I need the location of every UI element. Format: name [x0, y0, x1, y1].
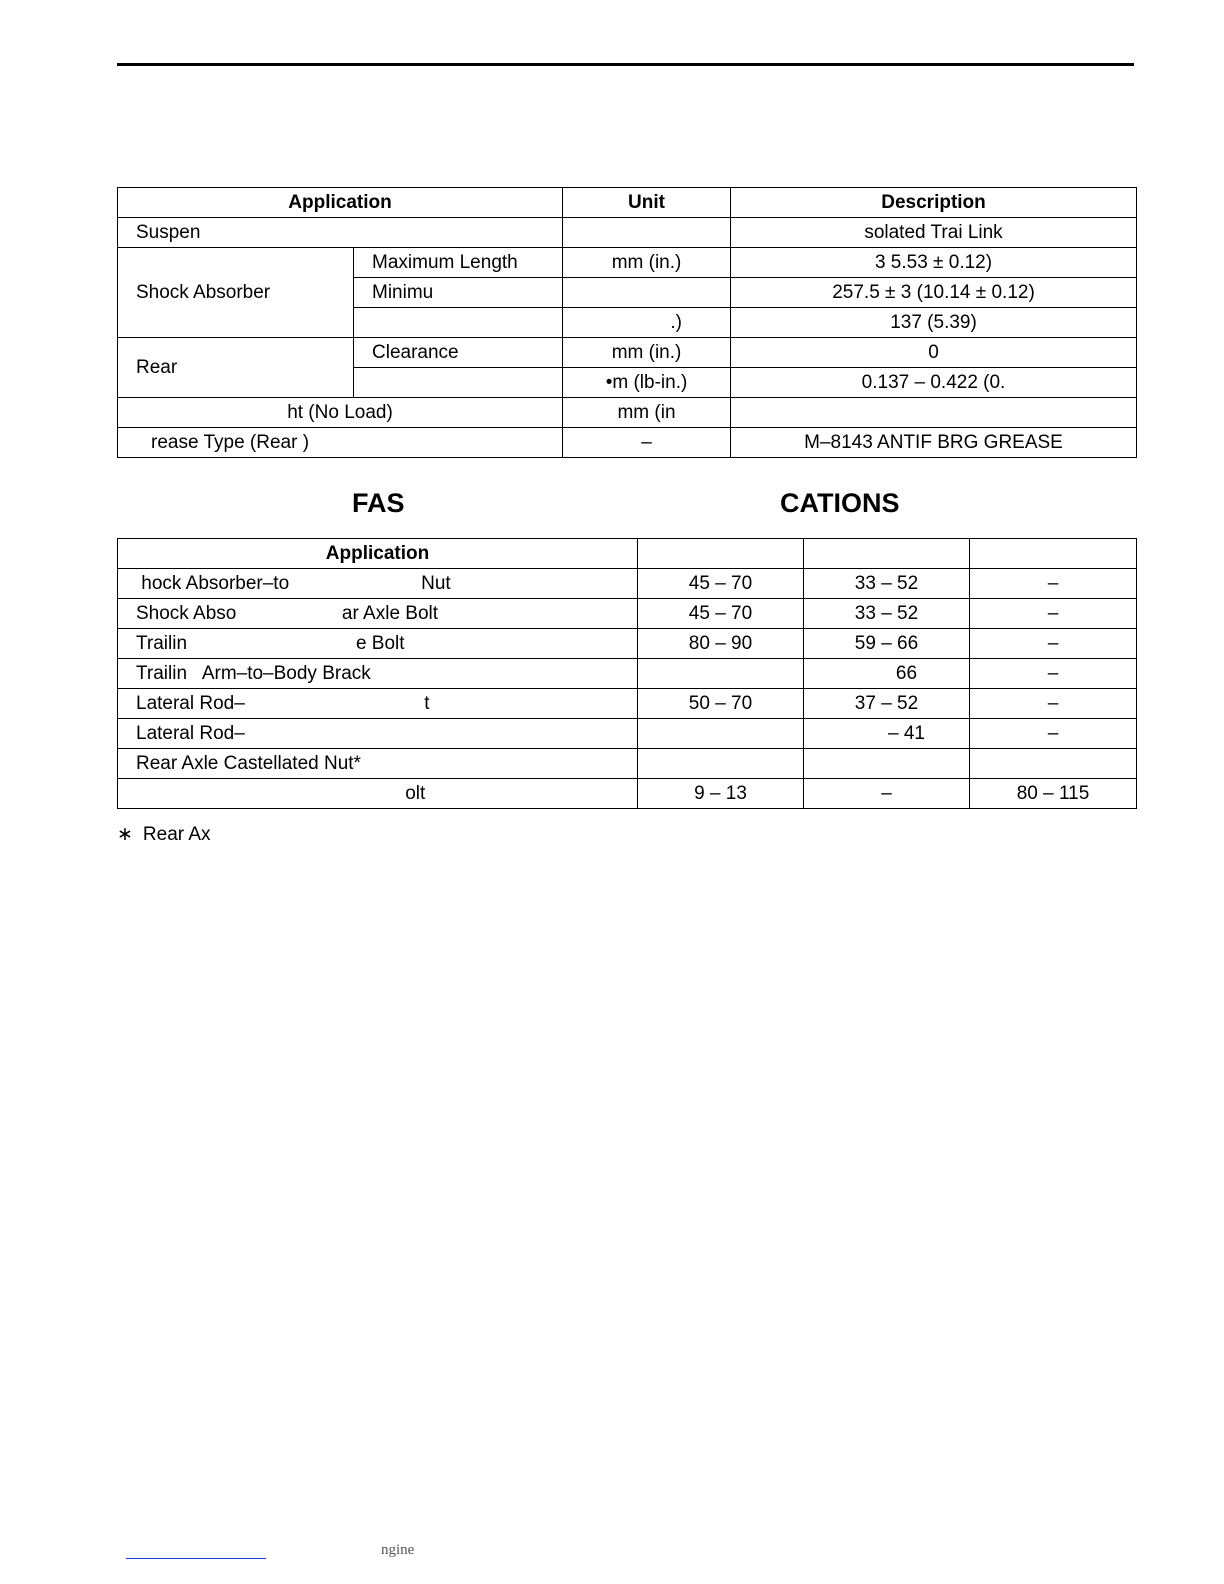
shock-item: Minimu — [354, 278, 563, 308]
table-row — [118, 248, 1137, 278]
grease-label: rease Type (Rear ) — [118, 428, 563, 458]
lbin-cell: – — [970, 569, 1137, 599]
nm-cell — [638, 719, 804, 749]
lbft-cell: 66 — [804, 659, 970, 689]
application-cell: Lateral Rod– t — [118, 689, 638, 719]
shock-absorber-label: Shock Absorber — [118, 248, 354, 338]
lbin-cell — [970, 749, 1137, 779]
lbft-cell — [804, 749, 970, 779]
table-row — [118, 689, 1137, 719]
nm-cell: 45 – 70 — [638, 599, 804, 629]
lbin-cell: – — [970, 629, 1137, 659]
header-description: Description — [731, 188, 1137, 218]
nm-cell — [638, 659, 804, 689]
rear-description: 0.137 – 0.422 (0. — [731, 368, 1137, 398]
nm-cell: 80 – 90 — [638, 629, 804, 659]
nm-cell: 50 – 70 — [638, 689, 804, 719]
footer-link-underline — [126, 1558, 266, 1559]
nm-cell — [638, 749, 804, 779]
lbin-cell: – — [970, 599, 1137, 629]
lbft-cell: 37 – 52 — [804, 689, 970, 719]
nm-cell: 9 – 13 — [638, 779, 804, 809]
table-row — [118, 749, 1137, 779]
table-row — [118, 659, 1137, 689]
specifications-table — [117, 187, 1137, 458]
lbft-cell: 33 – 52 — [804, 569, 970, 599]
application-cell: Trailin e Bolt — [118, 629, 638, 659]
table-row — [118, 218, 1137, 248]
lbin-cell: – — [970, 719, 1137, 749]
header-unit: Unit — [563, 188, 731, 218]
suspension-description: solated Trai Link — [731, 218, 1137, 248]
section-title-right: CATIONS — [780, 488, 900, 518]
rear-item: Clearance — [354, 338, 563, 368]
table-row — [118, 779, 1137, 809]
table-row — [118, 629, 1137, 659]
shock-unit: mm (in.) — [563, 248, 731, 278]
lbft-cell: 59 – 66 — [804, 629, 970, 659]
section-title-left: FAS — [352, 488, 405, 518]
application-cell: olt — [118, 779, 638, 809]
shock-description: 3 5.53 ± 0.12) — [731, 248, 1137, 278]
table-row — [118, 338, 1137, 368]
application-cell: hock Absorber–to Nut — [118, 569, 638, 599]
application-cell: Lateral Rod– — [118, 719, 638, 749]
shock-unit — [563, 278, 731, 308]
shock-item — [354, 308, 563, 338]
lbft-cell: – — [804, 779, 970, 809]
footnote-text: Rear Ax — [142, 824, 211, 845]
lbin-cell: – — [970, 689, 1137, 719]
grease-description: M–8143 ANTIF BRG GREASE — [731, 428, 1137, 458]
footnote — [117, 823, 211, 846]
header-col4 — [970, 539, 1137, 569]
footer-text: ngine — [381, 1542, 415, 1558]
grease-unit: – — [563, 428, 731, 458]
height-description — [731, 398, 1137, 428]
suspension-label: Suspen — [118, 218, 563, 248]
rear-label: Rear — [118, 338, 354, 398]
table-header-row — [118, 539, 1137, 569]
table-row — [118, 569, 1137, 599]
application-cell: Rear Axle Castellated Nut* — [118, 749, 638, 779]
fastener-torque-table — [117, 538, 1137, 809]
height-label: ht (No Load) — [118, 398, 563, 428]
table-row — [118, 398, 1137, 428]
shock-unit: .) — [563, 308, 731, 338]
header-application: Application — [118, 188, 563, 218]
height-unit: mm (in — [563, 398, 731, 428]
lbft-cell: 33 – 52 — [804, 599, 970, 629]
shock-description: 137 (5.39) — [731, 308, 1137, 338]
application-cell: Shock Abso ar Axle Bolt — [118, 599, 638, 629]
header-col2 — [638, 539, 804, 569]
table-row — [118, 428, 1137, 458]
application-cell: Trailin Arm–to–Body Brack — [118, 659, 638, 689]
table-header-row — [118, 188, 1137, 218]
table-row — [118, 719, 1137, 749]
header-col3 — [804, 539, 970, 569]
rear-unit: mm (in.) — [563, 338, 731, 368]
top-rule — [117, 63, 1134, 66]
rear-description: 0 — [731, 338, 1137, 368]
suspension-unit — [563, 218, 731, 248]
header-application: Application — [118, 539, 638, 569]
lbft-cell: – 41 — [804, 719, 970, 749]
shock-description: 257.5 ± 3 (10.14 ± 0.12) — [731, 278, 1137, 308]
lbin-cell: – — [970, 659, 1137, 689]
lbin-cell: 80 – 115 — [970, 779, 1137, 809]
rear-unit: •m (lb-in.) — [563, 368, 731, 398]
shock-item: Maximum Length — [354, 248, 563, 278]
rear-item — [354, 368, 563, 398]
table-row — [118, 599, 1137, 629]
nm-cell: 45 – 70 — [638, 569, 804, 599]
asterisk-icon: ∗ — [117, 824, 133, 845]
